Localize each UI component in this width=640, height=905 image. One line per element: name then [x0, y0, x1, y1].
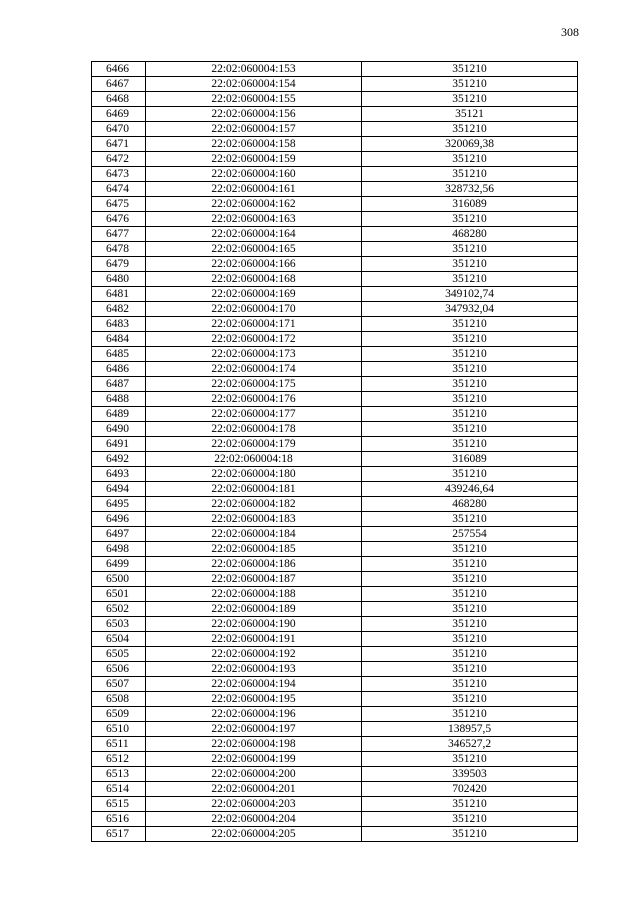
row-number-cell: 6515	[92, 797, 146, 812]
table-row	[92, 62, 578, 77]
cadastral-number-cell: 22:02:060004:186	[146, 557, 362, 572]
value-cell: 351210	[362, 257, 578, 272]
row-number-cell: 6509	[92, 707, 146, 722]
table-row	[92, 677, 578, 692]
table-row	[92, 197, 578, 212]
table-row	[92, 707, 578, 722]
row-number-cell: 6490	[92, 422, 146, 437]
cadastral-number-cell: 22:02:060004:196	[146, 707, 362, 722]
value-cell: 351210	[362, 542, 578, 557]
table-row	[92, 527, 578, 542]
value-cell: 351210	[362, 572, 578, 587]
row-number-cell: 6495	[92, 497, 146, 512]
table-row	[92, 512, 578, 527]
table-row	[92, 302, 578, 317]
value-cell: 351210	[362, 602, 578, 617]
cadastral-number-cell: 22:02:060004:168	[146, 272, 362, 287]
table-body	[92, 62, 578, 842]
table-row	[92, 647, 578, 662]
value-cell: 339503	[362, 767, 578, 782]
table-row	[92, 437, 578, 452]
table-row	[92, 407, 578, 422]
row-number-cell: 6481	[92, 287, 146, 302]
table-row	[92, 632, 578, 647]
row-number-cell: 6512	[92, 752, 146, 767]
table-row	[92, 152, 578, 167]
row-number-cell: 6489	[92, 407, 146, 422]
cadastral-number-cell: 22:02:060004:160	[146, 167, 362, 182]
row-number-cell: 6517	[92, 827, 146, 842]
table-row	[92, 767, 578, 782]
row-number-cell: 6492	[92, 452, 146, 467]
row-number-cell: 6470	[92, 122, 146, 137]
value-cell: 351210	[362, 437, 578, 452]
cadastral-number-cell: 22:02:060004:204	[146, 812, 362, 827]
cadastral-number-cell: 22:02:060004:179	[146, 437, 362, 452]
row-number-cell: 6500	[92, 572, 146, 587]
table-row	[92, 452, 578, 467]
cadastral-number-cell: 22:02:060004:169	[146, 287, 362, 302]
row-number-cell: 6507	[92, 677, 146, 692]
row-number-cell: 6491	[92, 437, 146, 452]
value-cell: 351210	[362, 557, 578, 572]
value-cell: 320069,38	[362, 137, 578, 152]
row-number-cell: 6471	[92, 137, 146, 152]
table-row	[92, 137, 578, 152]
table-row	[92, 242, 578, 257]
value-cell: 351210	[362, 167, 578, 182]
table-row	[92, 362, 578, 377]
row-number-cell: 6510	[92, 722, 146, 737]
table-row	[92, 332, 578, 347]
cadastral-number-cell: 22:02:060004:175	[146, 377, 362, 392]
table-row	[92, 737, 578, 752]
cadastral-number-cell: 22:02:060004:156	[146, 107, 362, 122]
cadastral-number-cell: 22:02:060004:187	[146, 572, 362, 587]
value-cell: 351210	[362, 827, 578, 842]
cadastral-number-cell: 22:02:060004:184	[146, 527, 362, 542]
cadastral-number-cell: 22:02:060004:181	[146, 482, 362, 497]
cadastral-number-cell: 22:02:060004:173	[146, 347, 362, 362]
cadastral-number-cell: 22:02:060004:188	[146, 587, 362, 602]
value-cell: 316089	[362, 197, 578, 212]
value-cell: 351210	[362, 242, 578, 257]
row-number-cell: 6513	[92, 767, 146, 782]
value-cell: 351210	[362, 587, 578, 602]
cadastral-number-cell: 22:02:060004:180	[146, 467, 362, 482]
row-number-cell: 6478	[92, 242, 146, 257]
table-row	[92, 497, 578, 512]
row-number-cell: 6504	[92, 632, 146, 647]
table-row	[92, 272, 578, 287]
row-number-cell: 6475	[92, 197, 146, 212]
value-cell: 351210	[362, 692, 578, 707]
row-number-cell: 6506	[92, 662, 146, 677]
row-number-cell: 6498	[92, 542, 146, 557]
row-number-cell: 6514	[92, 782, 146, 797]
value-cell: 439246,64	[362, 482, 578, 497]
cadastral-number-cell: 22:02:060004:178	[146, 422, 362, 437]
cadastral-number-cell: 22:02:060004:163	[146, 212, 362, 227]
table-row	[92, 587, 578, 602]
table-row	[92, 92, 578, 107]
cadastral-number-cell: 22:02:060004:198	[146, 737, 362, 752]
row-number-cell: 6477	[92, 227, 146, 242]
value-cell: 351210	[362, 707, 578, 722]
row-number-cell: 6501	[92, 587, 146, 602]
cadastral-number-cell: 22:02:060004:172	[146, 332, 362, 347]
cadastral-number-cell: 22:02:060004:182	[146, 497, 362, 512]
table-row	[92, 377, 578, 392]
cadastral-number-cell: 22:02:060004:174	[146, 362, 362, 377]
row-number-cell: 6493	[92, 467, 146, 482]
table-row	[92, 542, 578, 557]
table-row	[92, 782, 578, 797]
value-cell: 351210	[362, 467, 578, 482]
row-number-cell: 6467	[92, 77, 146, 92]
value-cell: 351210	[362, 77, 578, 92]
value-cell: 138957,5	[362, 722, 578, 737]
table-row	[92, 467, 578, 482]
table-row	[92, 827, 578, 842]
row-number-cell: 6472	[92, 152, 146, 167]
table-row	[92, 482, 578, 497]
row-number-cell: 6494	[92, 482, 146, 497]
row-number-cell: 6484	[92, 332, 146, 347]
row-number-cell: 6473	[92, 167, 146, 182]
table-row	[92, 572, 578, 587]
table-row	[92, 107, 578, 122]
table-row	[92, 812, 578, 827]
value-cell: 351210	[362, 797, 578, 812]
value-cell: 351210	[362, 512, 578, 527]
value-cell: 351210	[362, 332, 578, 347]
row-number-cell: 6469	[92, 107, 146, 122]
row-number-cell: 6511	[92, 737, 146, 752]
value-cell: 351210	[362, 317, 578, 332]
table-row	[92, 557, 578, 572]
row-number-cell: 6482	[92, 302, 146, 317]
cadastral-number-cell: 22:02:060004:205	[146, 827, 362, 842]
cadastral-number-cell: 22:02:060004:166	[146, 257, 362, 272]
cadastral-number-cell: 22:02:060004:185	[146, 542, 362, 557]
cadastral-number-cell: 22:02:060004:165	[146, 242, 362, 257]
row-number-cell: 6503	[92, 617, 146, 632]
row-number-cell: 6486	[92, 362, 146, 377]
table-row	[92, 392, 578, 407]
cadastral-number-cell: 22:02:060004:158	[146, 137, 362, 152]
row-number-cell: 6476	[92, 212, 146, 227]
value-cell: 351210	[362, 617, 578, 632]
cadastral-number-cell: 22:02:060004:18	[146, 452, 362, 467]
table-row	[92, 317, 578, 332]
row-number-cell: 6488	[92, 392, 146, 407]
cadastral-number-cell: 22:02:060004:155	[146, 92, 362, 107]
cadastral-number-cell: 22:02:060004:162	[146, 197, 362, 212]
value-cell: 351210	[362, 647, 578, 662]
row-number-cell: 6479	[92, 257, 146, 272]
value-cell: 316089	[362, 452, 578, 467]
table-row	[92, 287, 578, 302]
cadastral-number-cell: 22:02:060004:161	[146, 182, 362, 197]
value-cell: 468280	[362, 497, 578, 512]
cadastral-number-cell: 22:02:060004:157	[146, 122, 362, 137]
value-cell: 351210	[362, 212, 578, 227]
cadastral-number-cell: 22:02:060004:164	[146, 227, 362, 242]
cadastral-number-cell: 22:02:060004:193	[146, 662, 362, 677]
cadastral-number-cell: 22:02:060004:200	[146, 767, 362, 782]
cadastral-number-cell: 22:02:060004:203	[146, 797, 362, 812]
cadastral-number-cell: 22:02:060004:190	[146, 617, 362, 632]
cadastral-number-cell: 22:02:060004:183	[146, 512, 362, 527]
value-cell: 702420	[362, 782, 578, 797]
table-row	[92, 167, 578, 182]
value-cell: 257554	[362, 527, 578, 542]
value-cell: 351210	[362, 392, 578, 407]
cadastral-number-cell: 22:02:060004:189	[146, 602, 362, 617]
row-number-cell: 6499	[92, 557, 146, 572]
cadastral-number-cell: 22:02:060004:195	[146, 692, 362, 707]
row-number-cell: 6496	[92, 512, 146, 527]
cadastral-number-cell: 22:02:060004:191	[146, 632, 362, 647]
table-row	[92, 692, 578, 707]
cadastral-number-cell: 22:02:060004:201	[146, 782, 362, 797]
value-cell: 35121	[362, 107, 578, 122]
value-cell: 351210	[362, 272, 578, 287]
table-row	[92, 212, 578, 227]
table-row	[92, 422, 578, 437]
value-cell: 346527,2	[362, 737, 578, 752]
row-number-cell: 6474	[92, 182, 146, 197]
value-cell: 351210	[362, 152, 578, 167]
table-row	[92, 77, 578, 92]
cadastral-number-cell: 22:02:060004:171	[146, 317, 362, 332]
cadastral-number-cell: 22:02:060004:176	[146, 392, 362, 407]
value-cell: 351210	[362, 362, 578, 377]
table-row	[92, 257, 578, 272]
value-cell: 347932,04	[362, 302, 578, 317]
value-cell: 468280	[362, 227, 578, 242]
value-cell: 351210	[362, 347, 578, 362]
value-cell: 351210	[362, 422, 578, 437]
row-number-cell: 6505	[92, 647, 146, 662]
value-cell: 351210	[362, 122, 578, 137]
table-row	[92, 602, 578, 617]
table-row	[92, 722, 578, 737]
cadastral-value-table	[91, 61, 578, 842]
row-number-cell: 6480	[92, 272, 146, 287]
value-cell: 351210	[362, 377, 578, 392]
row-number-cell: 6497	[92, 527, 146, 542]
cadastral-number-cell: 22:02:060004:159	[146, 152, 362, 167]
row-number-cell: 6516	[92, 812, 146, 827]
table-row	[92, 797, 578, 812]
row-number-cell: 6483	[92, 317, 146, 332]
row-number-cell: 6485	[92, 347, 146, 362]
table-row	[92, 227, 578, 242]
cadastral-number-cell: 22:02:060004:153	[146, 62, 362, 77]
row-number-cell: 6466	[92, 62, 146, 77]
table-row	[92, 122, 578, 137]
value-cell: 351210	[362, 92, 578, 107]
row-number-cell: 6508	[92, 692, 146, 707]
row-number-cell: 6487	[92, 377, 146, 392]
cadastral-number-cell: 22:02:060004:194	[146, 677, 362, 692]
value-cell: 351210	[362, 677, 578, 692]
value-cell: 351210	[362, 632, 578, 647]
cadastral-number-cell: 22:02:060004:170	[146, 302, 362, 317]
table-row	[92, 617, 578, 632]
cadastral-number-cell: 22:02:060004:192	[146, 647, 362, 662]
cadastral-number-cell: 22:02:060004:154	[146, 77, 362, 92]
value-cell: 351210	[362, 407, 578, 422]
cadastral-number-cell: 22:02:060004:177	[146, 407, 362, 422]
cadastral-number-cell: 22:02:060004:197	[146, 722, 362, 737]
value-cell: 351210	[362, 752, 578, 767]
value-cell: 351210	[362, 662, 578, 677]
value-cell: 328732,56	[362, 182, 578, 197]
cadastral-number-cell: 22:02:060004:199	[146, 752, 362, 767]
value-cell: 349102,74	[362, 287, 578, 302]
row-number-cell: 6502	[92, 602, 146, 617]
value-cell: 351210	[362, 62, 578, 77]
row-number-cell: 6468	[92, 92, 146, 107]
table-row	[92, 182, 578, 197]
table-row	[92, 347, 578, 362]
page-number: 308	[561, 25, 579, 39]
value-cell: 351210	[362, 812, 578, 827]
table-row	[92, 662, 578, 677]
table-row	[92, 752, 578, 767]
